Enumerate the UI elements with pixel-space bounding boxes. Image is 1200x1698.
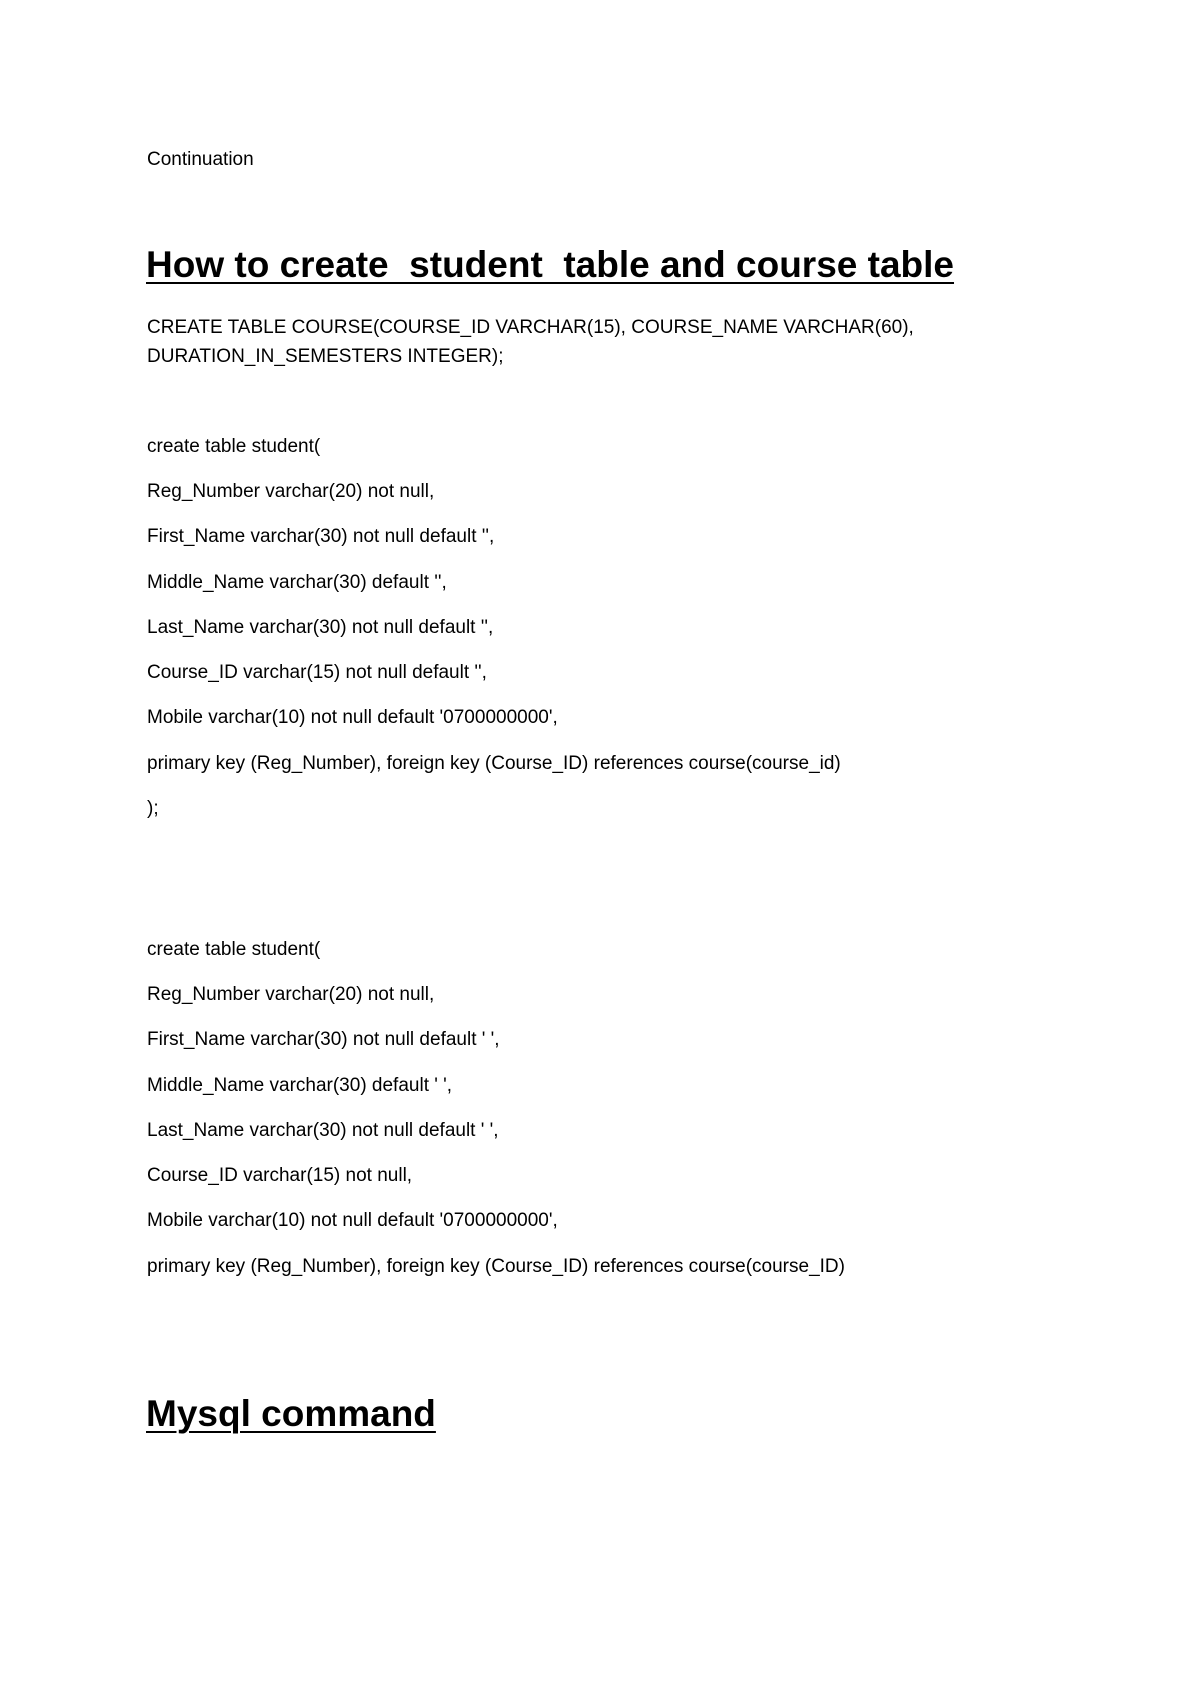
- intro-text: Continuation: [147, 149, 254, 170]
- code-line: CREATE TABLE COURSE(COURSE_ID VARCHAR(15), COURSE_NAME VARCHAR(60),: [147, 317, 914, 338]
- code-line: Middle_Name varchar(30) default '',: [147, 572, 447, 593]
- code-line: primary key (Reg_Number), foreign key (Course_ID) references course(course_id): [147, 753, 841, 774]
- code-line: Reg_Number varchar(20) not null,: [147, 984, 435, 1005]
- code-line: Mobile varchar(10) not null default '0700000000',: [147, 1210, 558, 1231]
- section-heading-mysql-command: Mysql command: [146, 1393, 436, 1434]
- code-line: Last_Name varchar(30) not null default '',: [147, 617, 494, 638]
- code-line: Middle_Name varchar(30) default ' ',: [147, 1075, 453, 1096]
- code-line: Mobile varchar(10) not null default '0700000000',: [147, 707, 558, 728]
- section-heading-create-tables: How to create student table and course table: [146, 244, 955, 285]
- code-line: First_Name varchar(30) not null default ' ',: [147, 1029, 500, 1050]
- code-line: primary key (Reg_Number), foreign key (Course_ID) references course(course_ID): [147, 1256, 845, 1277]
- code-line: Course_ID varchar(15) not null,: [147, 1165, 413, 1186]
- code-line: create table student(: [147, 939, 321, 960]
- code-line: First_Name varchar(30) not null default '',: [147, 526, 495, 547]
- code-line: Reg_Number varchar(20) not null,: [147, 481, 435, 502]
- code-line: DURATION_IN_SEMESTERS INTEGER);: [147, 346, 504, 367]
- code-line: Last_Name varchar(30) not null default ' ',: [147, 1120, 499, 1141]
- code-line: );: [147, 798, 159, 819]
- code-line: create table student(: [147, 436, 321, 457]
- code-line: Course_ID varchar(15) not null default '',: [147, 662, 487, 683]
